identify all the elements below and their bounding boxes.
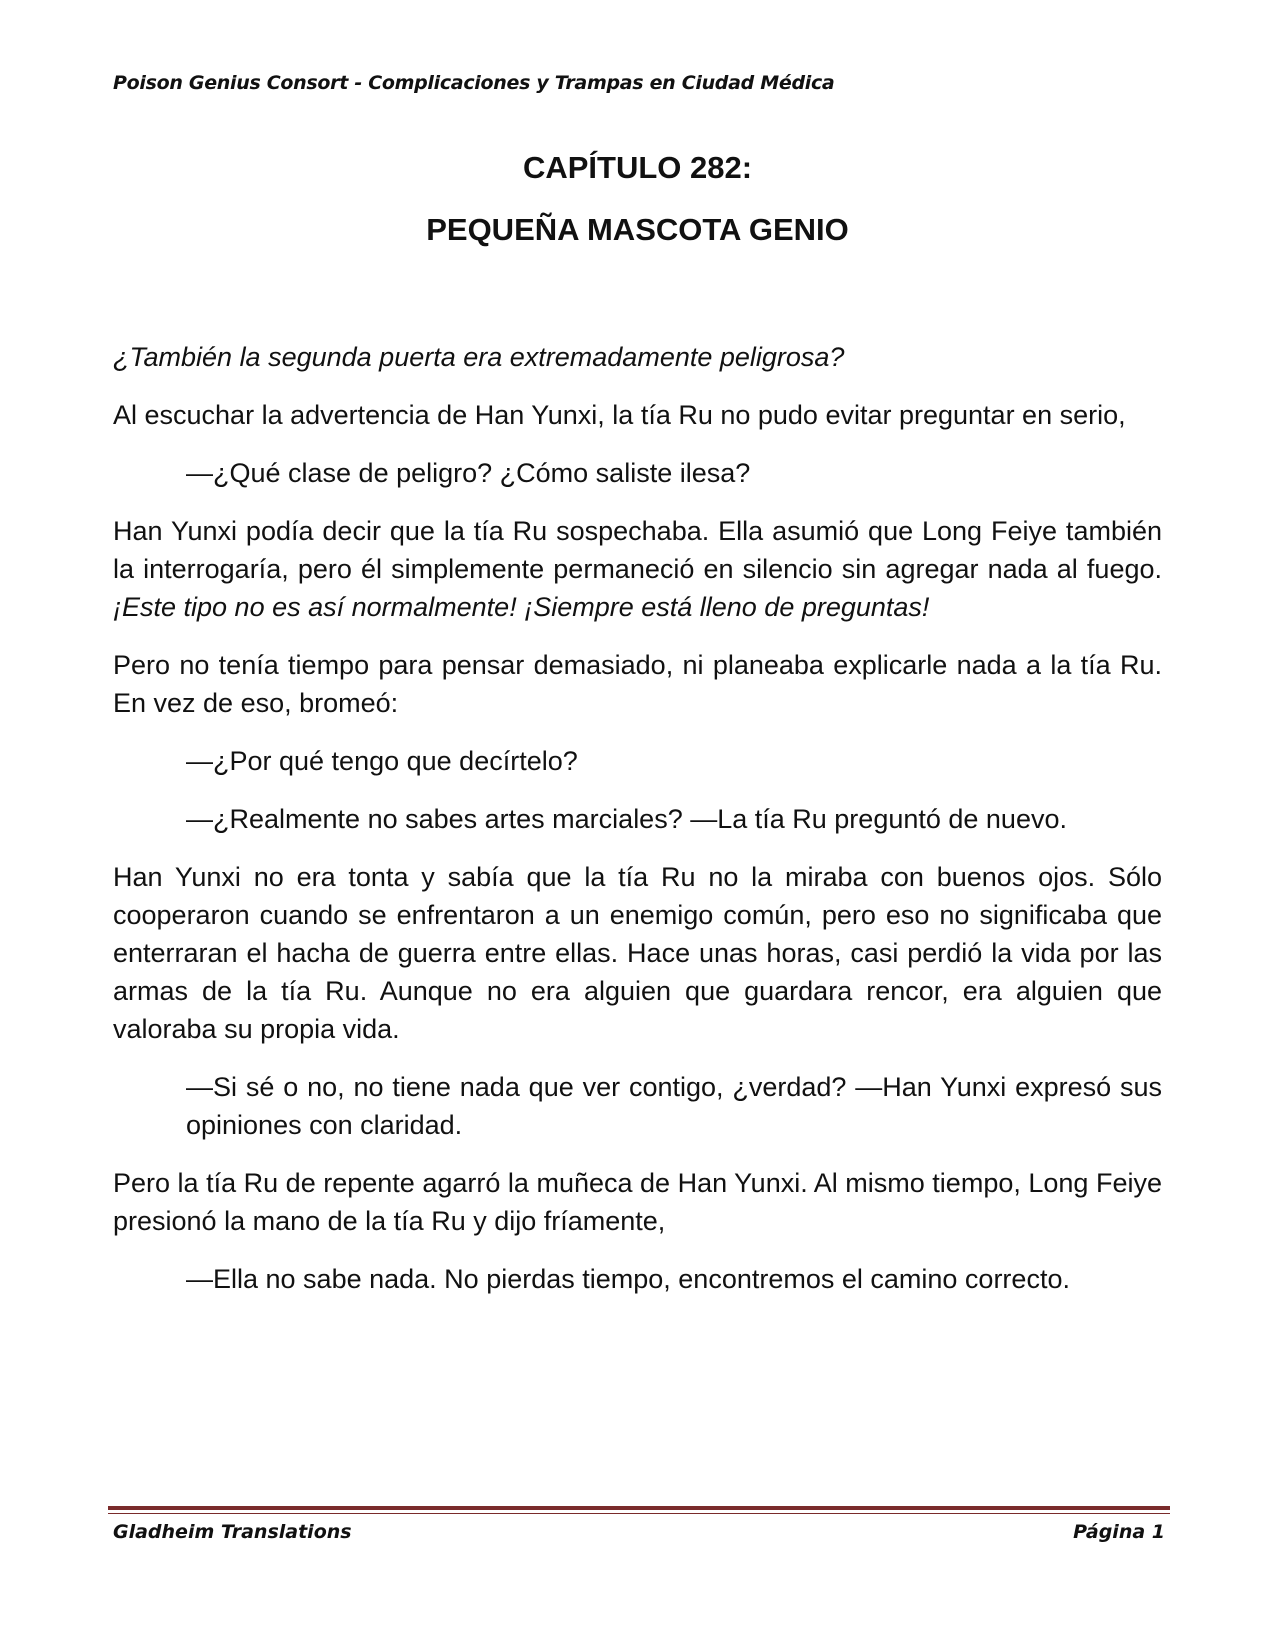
dialogue-line: —Si sé o no, no tiene nada que ver contigo, ¿verdad? —Han Yunxi expresó sus opiniones con claridad.: [186, 1072, 1162, 1140]
paragraph: Pero no tenía tiempo para pensar demasiado, ni planeaba explicarle nada a la tía Ru. En vez de eso, bromeó:: [113, 650, 1162, 718]
paragraph: [113, 512, 1162, 626]
paragraph: Al escuchar la advertencia de Han Yunxi, la tía Ru no pudo evitar preguntar en serio,: [113, 400, 1126, 430]
inner-thought: ¡Este tipo no es así normalmente! ¡Siempre está lleno de preguntas!: [113, 592, 930, 622]
dialogue-line: —Ella no sabe nada. No pierdas tiempo, encontremos el camino correcto.: [186, 1264, 1070, 1294]
paragraph: Pero la tía Ru de repente agarró la muñeca de Han Yunxi. Al mismo tiempo, Long Feiye presionó la mano de la tía Ru y dijo fríamente,: [113, 1168, 1162, 1236]
page-number: Página 1: [1073, 1521, 1165, 1543]
footer-publisher: Gladheim Translations: [113, 1521, 352, 1543]
dialogue-line: —¿Realmente no sabes artes marciales? —La tía Ru preguntó de nuevo.: [186, 804, 1067, 834]
chapter-title: PEQUEÑA MASCOTA GENIO: [426, 212, 849, 247]
paragraph-text: Han Yunxi podía decir que la tía Ru sospechaba. Ella asumió que Long Feiye también la interrogaría, pero él simplemente permaneció en silencio sin agregar nada al fuego.: [113, 516, 1162, 584]
footer-divider-thin: [108, 1513, 1170, 1514]
footer-divider: [108, 1506, 1170, 1510]
running-header: Poison Genius Consort - Complicaciones y Trampas en Ciudad Médica: [113, 72, 835, 94]
chapter-body: [113, 338, 1162, 1318]
paragraph: ¿También la segunda puerta era extremadamente peligrosa?: [113, 342, 845, 372]
paragraph: Han Yunxi no era tonta y sabía que la tía Ru no la miraba con buenos ojos. Sólo cooperaron cuando se enfrentaron a un enemigo común, pero eso no significaba que enterraran el hacha de guerra entre ellas. Hace unas horas, casi perdió la vida por las armas de la tía Ru. Aunque no era alguien que guardara rencor, era alguien que valoraba su propia vida.: [113, 862, 1162, 1044]
dialogue-line: —¿Por qué tengo que decírtelo?: [186, 746, 578, 776]
dialogue-line: —¿Qué clase de peligro? ¿Cómo saliste ilesa?: [186, 458, 751, 488]
chapter-number: CAPÍTULO 282:: [522, 150, 753, 185]
